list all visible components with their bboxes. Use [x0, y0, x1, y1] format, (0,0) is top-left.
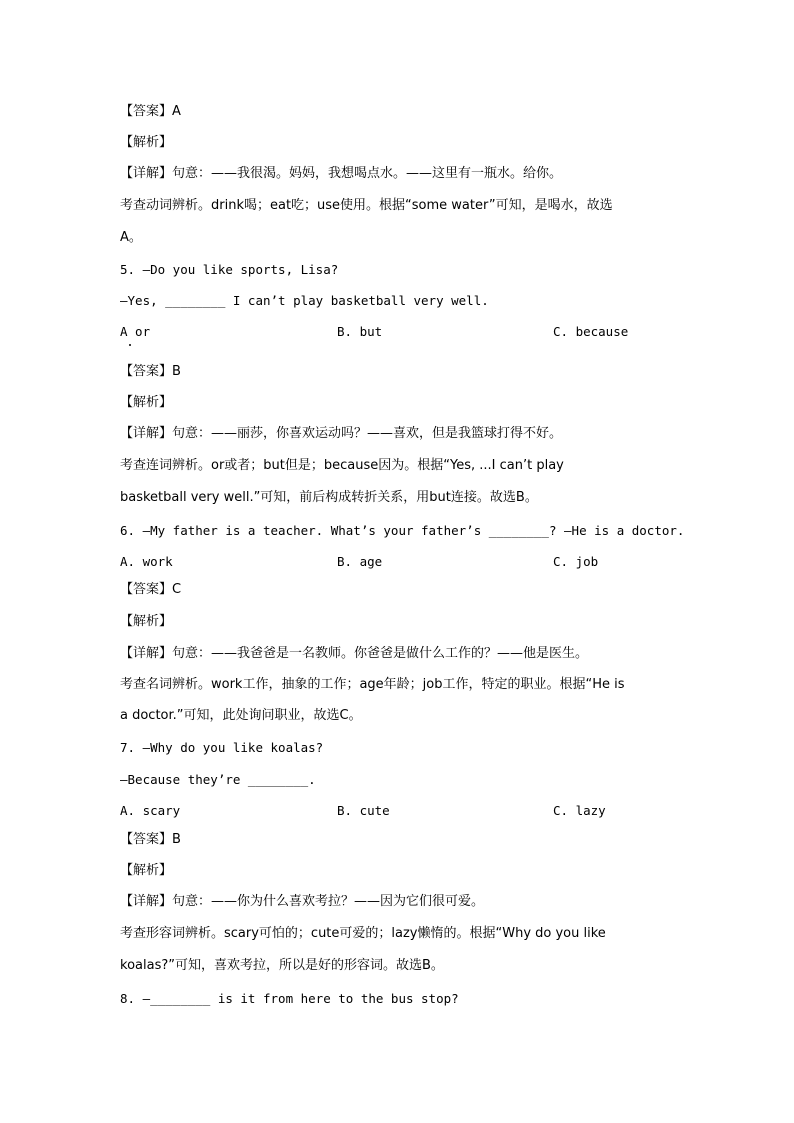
- q6-answer: 【答案】C: [120, 582, 182, 597]
- q5-answer: 【答案】B: [120, 364, 181, 379]
- stray-dot-mark: [129, 344, 131, 346]
- q4-analysis-heading: 【解析】: [120, 135, 173, 150]
- q5-explanation-line2: basketball very well.”可知，前后构成转折关系，用but连接。故选B。: [120, 490, 538, 505]
- q8-stem-line1: 8. —________ is it from here to the bus stop?: [120, 991, 459, 1006]
- q5-stem-line1: 5. —Do you like sports, Lisa?: [120, 262, 339, 277]
- q6-option-a: A. work: [120, 554, 173, 569]
- q4-explanation-line2: A。: [120, 230, 142, 245]
- q5-option-c: C. because: [553, 324, 629, 339]
- q7-explanation-line1: 考查形容词辨析。scary可怕的；cute可爱的；lazy懒惰的。根据“Why do you like: [120, 926, 606, 941]
- q7-stem-line1: 7. —Why do you like koalas?: [120, 740, 324, 755]
- q7-explanation-line2: koalas?”可知，喜欢考拉，所以是好的形容词。故选B。: [120, 958, 444, 973]
- q7-stem-line2: —Because they’re ________.: [120, 772, 316, 787]
- q6-option-b: B. age: [337, 554, 383, 569]
- q7-option-a: A. scary: [120, 803, 181, 818]
- q6-stem-line1: 6. —My father is a teacher. What’s your father’s ________? —He is a doctor.: [120, 523, 685, 538]
- q5-option-b: B. but: [337, 324, 383, 339]
- q6-explanation-line2: a doctor.”可知，此处询问职业，故选C。: [120, 708, 362, 723]
- q7-analysis-heading: 【解析】: [120, 863, 173, 878]
- q7-answer: 【答案】B: [120, 832, 181, 847]
- q6-explanation-line1: 考查名词辨析。work工作，抽象的工作；age年龄；job工作，特定的职业。根据“He is: [120, 677, 625, 692]
- q6-analysis-heading: 【解析】: [120, 614, 173, 629]
- q4-answer: 【答案】A: [120, 104, 181, 119]
- q5-option-a: A or: [120, 324, 151, 339]
- q4-explanation-line1: 考查动词辨析。drink喝；eat吃；use使用。根据“some water”可知，是喝水，故选: [120, 198, 613, 213]
- q7-detail: 【详解】句意：——你为什么喜欢考拉？——因为它们很可爱。: [120, 894, 485, 909]
- q5-explanation-line1: 考查连词辨析。or或者；but但是；because因为。根据“Yes, ...I can’t play: [120, 458, 564, 473]
- q6-option-c: C. job: [553, 554, 599, 569]
- q5-detail: 【详解】句意：——丽莎，你喜欢运动吗？——喜欢，但是我篮球打得不好。: [120, 426, 563, 441]
- q5-analysis-heading: 【解析】: [120, 395, 173, 410]
- q5-stem-line2: —Yes, ________ I can’t play basketball very well.: [120, 293, 489, 308]
- q4-detail: 【详解】句意：——我很渴。妈妈，我想喝点水。——这里有一瓶水。给你。: [120, 166, 563, 181]
- q7-option-c: C. lazy: [553, 803, 606, 818]
- q6-detail: 【详解】句意：——我爸爸是一名教师。你爸爸是做什么工作的？——他是医生。: [120, 646, 589, 661]
- q7-option-b: B. cute: [337, 803, 390, 818]
